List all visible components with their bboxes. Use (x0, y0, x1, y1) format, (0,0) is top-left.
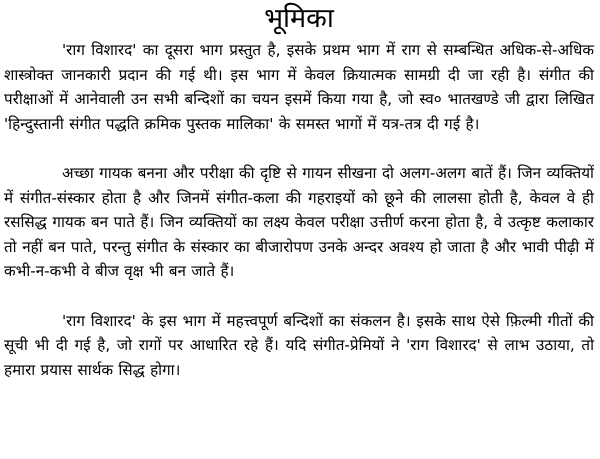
paragraph-gap (4, 284, 594, 309)
paragraph-1: 'राग विशारद' का दूसरा भाग प्रस्तुत है, इसके प्रथम भाग में राग से सम्बन्धित अधिक-से-अधिक शास्त्रोक्त जानकारी प्रदान की गई थी। इस भाग में केवल क्रियात्मक सामग्री दी जा रही है। संगीत की परीक्षाओं में आनेवाली उन सभी बन्दिशों का चयन इसमें किया गया है, जो स्व० भातखण्डे जी द्वारा लिखित 'हिन्दुस्तानी संगीत पद्धति क्रमिक पुस्तक मालिका' के समस्त भागों में यत्र-तत्र दी गई है। (4, 41, 594, 133)
paragraph-2: अच्छा गायक बनना और परीक्षा की दृष्टि से गायन सीखना दो अलग-अलग बातें हैं। जिन व्यक्तियों में संगीत-संस्कार होता है और जिनमें संगीत-कला की गहराइयों को छूने की लालसा होती है, केवल वे ही रससिद्ध गायक बन पाते हैं। जिन व्यक्तियों का लक्ष्य केवल परीक्षा उत्तीर्ण करना होता है, वे उत्कृष्ट कलाकार तो नहीं बन पाते, परन्तु संगीत के संस्कार का बीजारोपण उनके अन्दर अवश्य हो जाता है और भावी पीढ़ी में कभी-न-कभी वे बीज वृक्ष भी बन जाते हैं। (4, 164, 594, 280)
paragraph-3: 'राग विशारद' के इस भाग में महत्त्वपूर्ण बन्दिशों का संकलन है। इसके साथ ऐसे फ़िल्मी गीतों की सूची भी दी गई है, जो रागों पर आधारित रहे हैं। यदि संगीत-प्रेमियों ने 'राग विशारद' से लाभ उठाया, तो हमारा प्रयास सार्थक सिद्ध होगा। (4, 311, 594, 379)
page-title: भूमिका (264, 3, 334, 34)
paragraph-gap (4, 136, 594, 161)
